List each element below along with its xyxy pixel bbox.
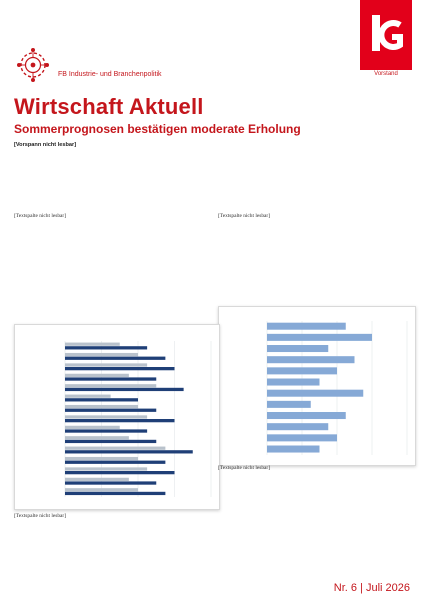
department-subtitle: FB Industrie- und Branchenpolitik [58,71,162,78]
body-column-left-top: [Textspalte nicht lesbar] [14,213,67,219]
bar [267,379,320,386]
bar [65,395,111,398]
gear-network-icon [14,46,52,84]
bar [65,398,138,401]
bar [65,363,147,366]
body-column-left-bottom: [Textspalte nicht lesbar] [14,513,67,519]
bar [267,334,372,341]
chart-right-svg [219,307,415,465]
body-column-right-bottom: [Textspalte nicht lesbar] [218,465,271,471]
ig-metall-logo [360,0,412,70]
chart-panel-left [14,324,220,510]
bar [65,481,156,484]
bar [65,388,184,391]
body-column-right-top: [Textspalte nicht lesbar] [218,213,271,219]
bar [65,426,120,429]
bar [65,346,147,349]
bar [267,390,363,397]
article-headline: Sommerprognosen bestätigen moderate Erholung [14,122,301,136]
bar [267,367,337,374]
bar [65,384,156,387]
masthead-title: Wirtschaft Aktuell [14,94,204,119]
bar [65,353,138,356]
bar [65,478,129,481]
bar [267,323,346,330]
bar [65,377,156,380]
bar [65,357,165,360]
bar [267,446,320,453]
bar [267,412,346,419]
bar [65,367,175,370]
bar [65,471,175,474]
bar [65,447,165,450]
bar [267,356,355,363]
bar [65,450,193,453]
bar [65,419,175,422]
chart-panel-right [218,306,416,466]
bar [267,434,337,441]
bar [65,343,120,346]
bar [65,405,138,408]
issue-number: Nr. 6 | Juli 2026 [333,582,410,594]
bar [267,345,328,352]
bar [267,401,311,408]
bar [65,461,165,464]
bar [65,488,138,491]
chart-left-svg [15,325,219,509]
bar [65,457,138,460]
bar [65,467,147,470]
lead-paragraph: [Vorspann nicht lesbar] [14,142,77,148]
ig-metall-logo-mark [366,9,406,61]
bar [65,440,156,443]
bar [65,374,129,377]
bar [65,415,147,418]
bar [267,423,328,430]
logo-caption: Vorstand [374,71,398,77]
bar [65,436,129,439]
bar [65,492,165,495]
bar [65,409,156,412]
bar [65,429,147,432]
